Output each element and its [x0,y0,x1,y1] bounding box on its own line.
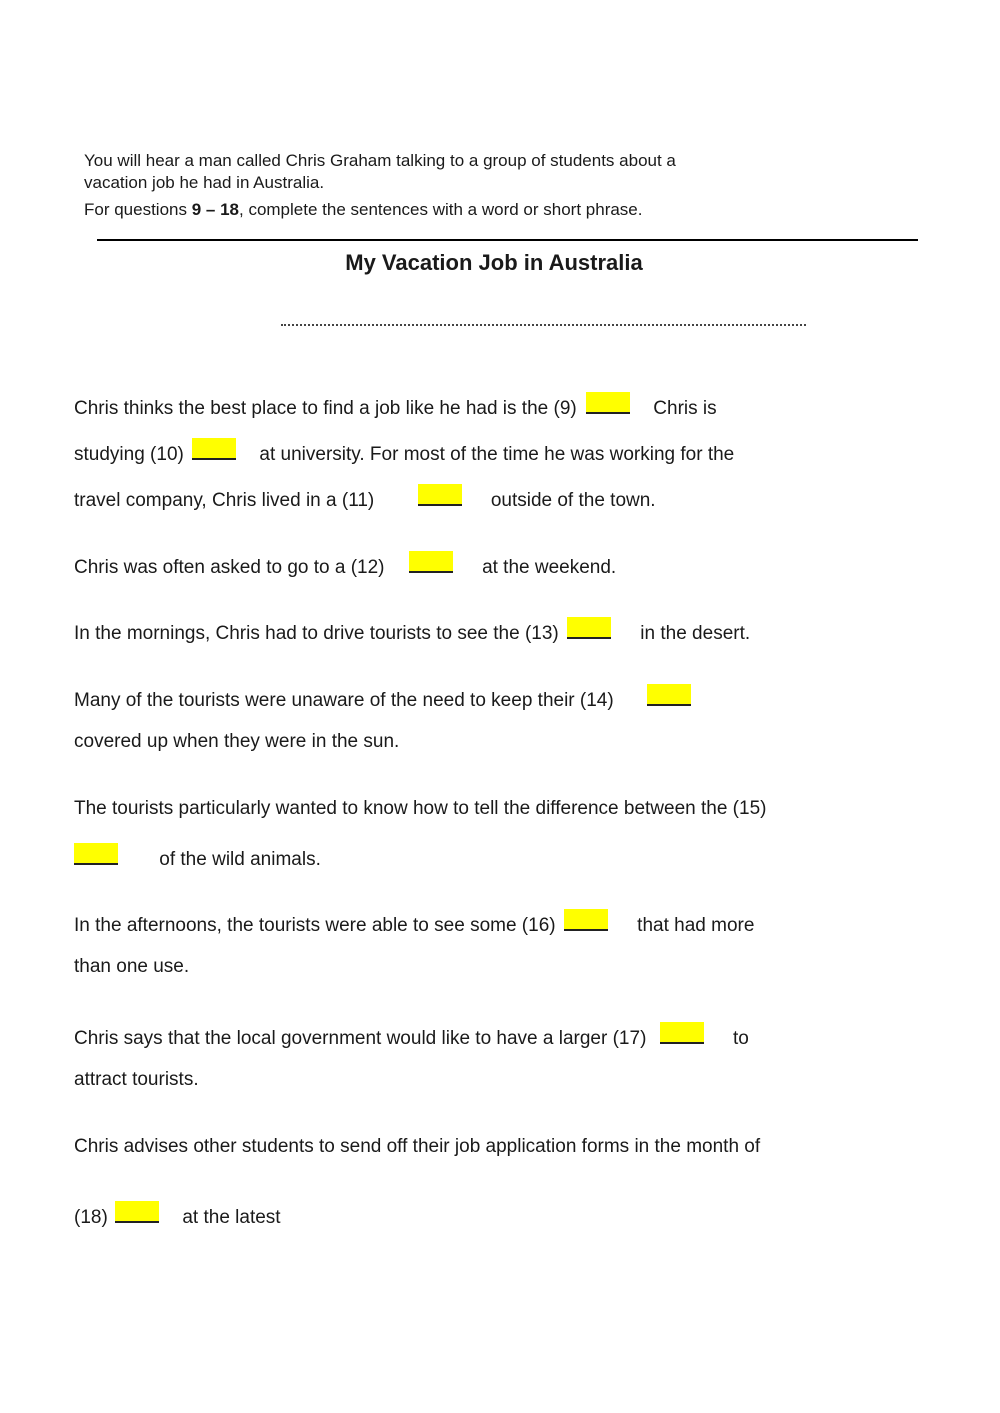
answer-blank-10[interactable] [192,438,236,460]
answer-blank-11[interactable] [418,484,462,506]
answer-blank-12[interactable] [409,551,453,573]
sentence-text: in the desert. [640,623,751,644]
sentence-17-continued [74,1068,199,1092]
sentence-text: to [732,1028,749,1049]
dotted-line [281,324,806,326]
sentence-text: at the latest [182,1207,281,1228]
sentence-text: covered up when they were in the sun. [74,731,400,752]
sentence-text: Chris thinks the best place to find a job like he had is the (9) [74,398,577,419]
divider-line [97,239,918,241]
instructions-line-2: vacation job he had in Australia. [84,173,325,192]
sentence-text: at university. For most of the time he was working for the [259,444,735,465]
answer-blank-16[interactable] [564,909,608,931]
sentence-text: travel company, Chris lived in a (11) [74,490,375,511]
answer-blank-15[interactable] [74,843,118,865]
sentence-9 [74,392,717,421]
sentence-17 [74,1022,749,1051]
sentence-16 [74,909,754,938]
sentence-text: at the weekend. [482,557,617,578]
sentence-text: Many of the tourists were unaware of the need to keep their (14) [74,690,614,711]
q-range: 9 – 18 [191,200,239,219]
q-prefix: For questions [84,200,192,219]
instructions-line-1: You will hear a man called Chris Graham talking to a group of students about a [84,151,676,170]
page-title: My Vacation Job in Australia [345,250,643,275]
instructions [84,150,784,221]
sentence-18 [74,1135,760,1159]
sentence-text: Chris advises other students to send off their job application forms in the month of [74,1136,761,1157]
q-suffix: , complete the sentences with a word or short phrase. [239,200,643,219]
sentence-text: attract tourists. [74,1069,199,1090]
answer-blank-18[interactable] [115,1201,159,1223]
instructions-questions [84,199,784,221]
sentence-text: In the afternoons, the tourists were able to see some (16) [74,915,556,936]
sentence-text: outside of the town. [490,490,656,511]
sentence-text: than one use. [74,956,190,977]
sentence-16-continued [74,955,189,979]
sentence-text: Chris was often asked to go to a (12) [74,557,385,578]
answer-blank-17[interactable] [660,1022,704,1044]
sentence-11 [74,484,656,513]
sentence-text: that had more [637,915,755,936]
sentence-text: (18) [74,1207,108,1228]
sentence-15 [74,797,766,821]
sentence-text: Chris is [653,398,717,419]
answer-blank-13[interactable] [567,617,611,639]
sentence-text: In the mornings, Chris had to drive tourists to see the (13) [74,623,559,644]
sentence-14-continued [74,730,399,754]
sentence-13 [74,617,750,646]
answer-blank-9[interactable] [586,392,630,414]
sentence-text: Chris says that the local government would like to have a larger (17) [74,1028,647,1049]
sentence-text: of the wild animals. [159,849,321,870]
sentence-text: The tourists particularly wanted to know how to tell the difference between the (15) [74,798,767,819]
sentence-14 [74,684,691,713]
sentence-text: studying (10) [74,444,184,465]
sentence-10 [74,438,734,467]
sentence-18-continued [74,1201,281,1230]
sentence-15-continued [74,843,321,872]
answer-blank-14[interactable] [647,684,691,706]
sentence-12 [74,551,616,580]
